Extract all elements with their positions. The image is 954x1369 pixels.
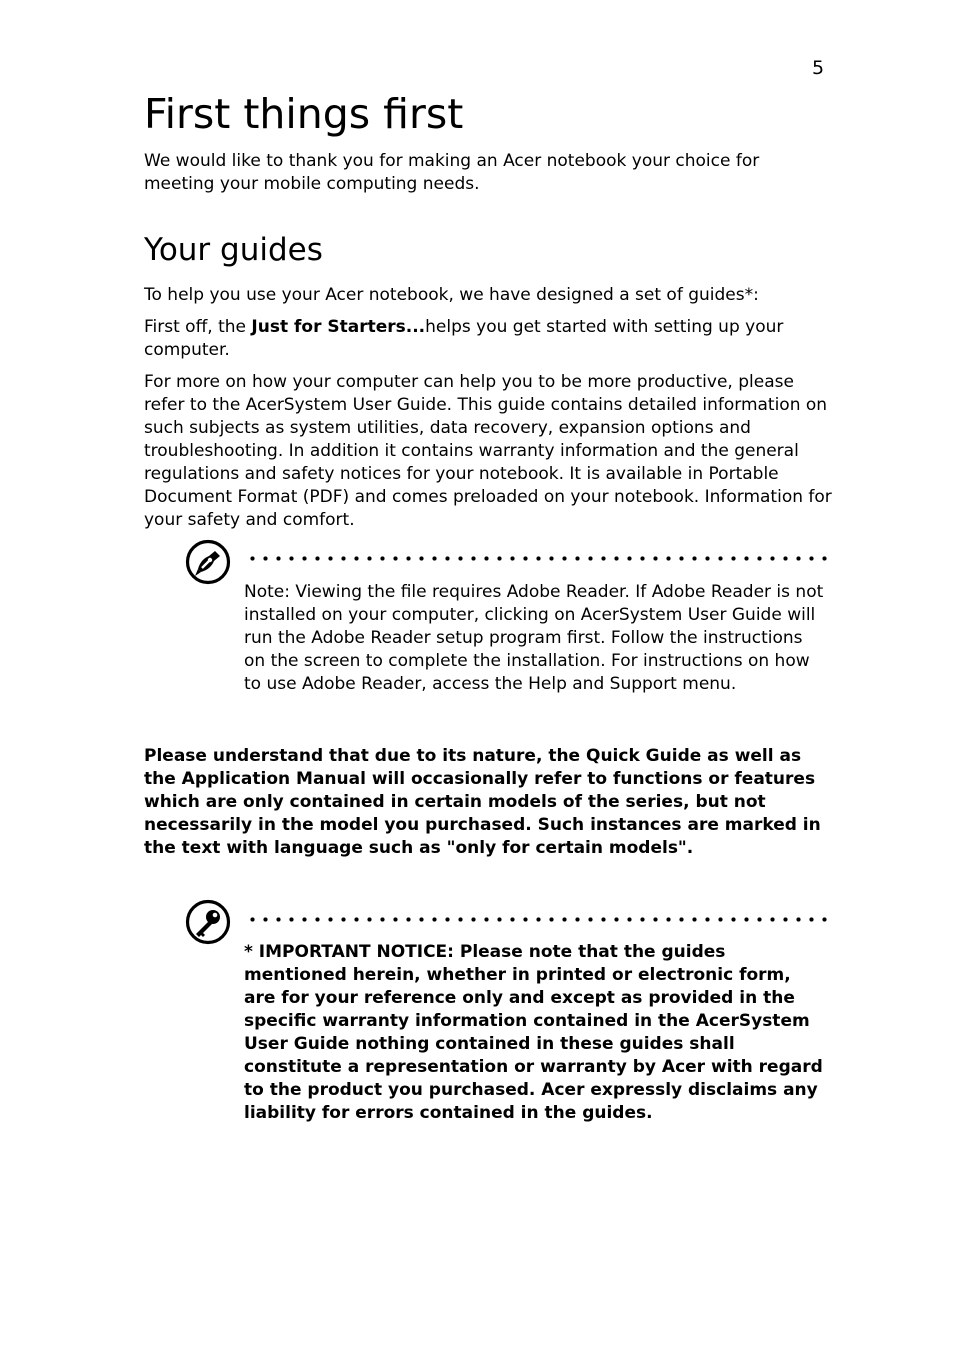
note-text: Note: Viewing the file requires Adobe Reader. If Adobe Reader is not installed on your computer, clicking on AcerSystem User Guide will run the Adobe Reader setup program first. Follow the instructions on the screen to complete the installation. For instructions on how to use Adobe Reader, access the Help and Support menu. xyxy=(244,582,824,694)
page-title: First things first xyxy=(144,90,464,138)
starters-prefix: First off, the xyxy=(144,317,252,337)
note-pen-icon xyxy=(184,538,232,586)
intro-paragraph: We would like to thank you for making an Acer notebook your choice for meeting your mobile computing needs. xyxy=(144,151,760,194)
starters-paragraph xyxy=(144,316,832,362)
important-notice-text: * IMPORTANT NOTICE: Please note that the guides mentioned herein, whether in printed or electronic form, are for your reference only and except as provided in the specific warranty information contained in the AcerSystem User Guide nothing contained in these guides shall constitute a representation or warranty by Acer with regard to the product you purchased. Acer expressly disclaims any liability for errors contained in the guides. xyxy=(244,942,823,1123)
page-number: 5 xyxy=(812,57,825,79)
note-divider xyxy=(246,556,830,561)
important-key-icon xyxy=(184,898,232,946)
section-title: Your guides xyxy=(144,232,323,268)
starters-suffix: helps you get started with setting up your computer. xyxy=(144,317,784,360)
user-guide-paragraph: For more on how your computer can help you to be more productive, please refer to the AcerSystem User Guide. This guide contains detailed information on such subjects as system utilities, data recovery, expansion options and troubleshooting. In addition it contains warranty information and the general regulations and safety notices for your notebook. It is available in Portable Document Format (PDF) and comes preloaded on your notebook. Information for your safety and comfort. xyxy=(144,372,832,530)
guides-intro-paragraph: To help you use your Acer notebook, we have designed a set of guides*: xyxy=(144,285,759,305)
important-divider xyxy=(246,917,830,922)
starters-guide-name: Just for Starters... xyxy=(251,317,426,337)
disclaimer-paragraph: Please understand that due to its nature, the Quick Guide as well as the Application Manual will occasionally refer to functions or features which are only contained in certain models of the series, but not necessarily in the model you purchased. Such instances are marked in the text with language such as "only for certain models". xyxy=(144,746,821,858)
